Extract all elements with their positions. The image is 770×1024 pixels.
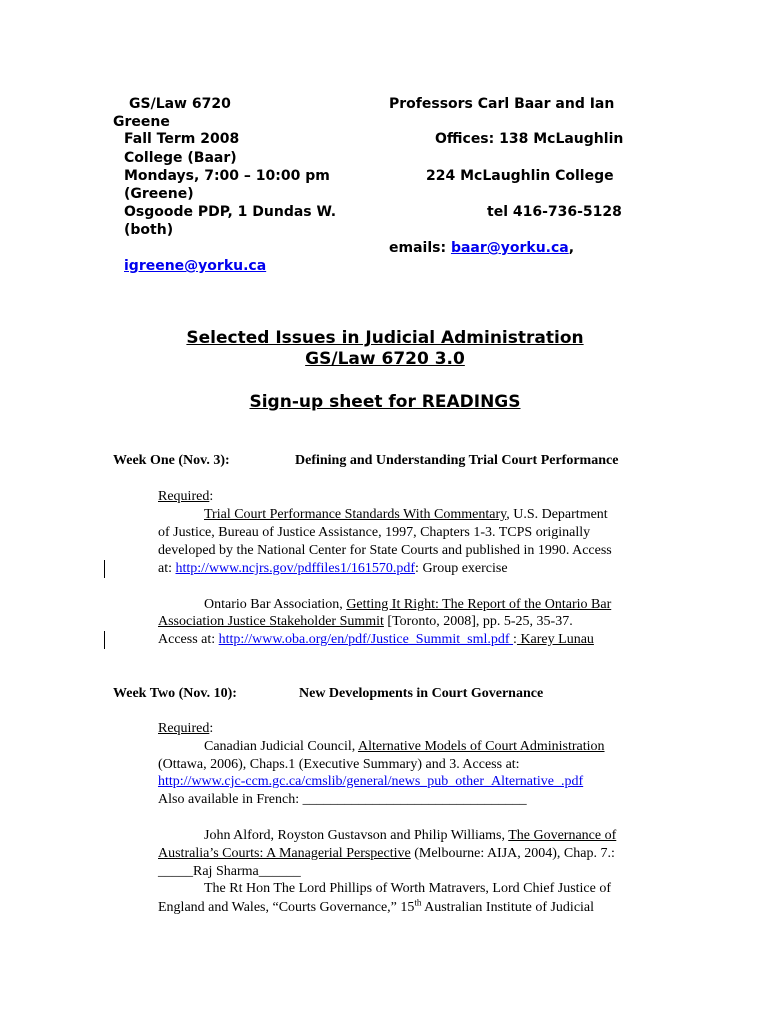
w1-reading1-signup: Group exercise	[418, 561, 508, 576]
w2-reading3-line2	[158, 899, 594, 917]
class-time: Mondays, 7:00 – 10:00 pm	[124, 168, 330, 184]
revision-bar	[104, 560, 105, 578]
w2-reading1-title: Alternative Models of Court Administration	[357, 739, 605, 754]
w2-reading1-author: Canadian Judicial Council,	[204, 739, 358, 754]
w1-reading1-line2: of Justice, Bureau of Justice Assistance, 1997, Chapters 1-3. TCPS originally	[158, 525, 591, 540]
w1-reading2-author: Ontario Bar Association,	[204, 597, 347, 612]
osgoode-location: Osgoode PDP, 1 Dundas W.	[124, 204, 337, 220]
w1-reading1-line1	[204, 506, 608, 524]
w2-reading2-title-part1: The Governance of	[508, 828, 617, 843]
required-colon: :	[209, 721, 214, 736]
telephone: tel 416-736-5128	[487, 204, 622, 220]
course-code: GS/Law 6720	[129, 96, 231, 112]
instructor-surname: Greene	[113, 114, 170, 130]
w2-reading3-part2: Australian Institute of Judicial	[421, 900, 595, 915]
offices: Offices: 138 McLaughlin	[435, 131, 624, 147]
w1-reading2-title-part2: Association Justice Stakeholder Summit	[158, 614, 384, 629]
w1-reading2-pages: [Toronto, 2008], pp. 5-25, 35-37.	[383, 614, 573, 629]
both-note: (both)	[124, 222, 174, 238]
college-address: 224 McLaughlin College	[426, 168, 614, 184]
term: Fall Term 2008	[124, 131, 240, 147]
access-label: at:	[158, 561, 176, 576]
w2-reading2-line2	[158, 845, 615, 863]
week-two-topic: New Developments in Court Governance	[299, 686, 544, 701]
access-colon: :	[415, 561, 419, 576]
w2-reading1-url[interactable]: http://www.cjc-ccm.gc.ca/cmslib/general/news_pub_other_Alternative_.pdf	[158, 774, 584, 789]
w1-reading2-title-part1: Getting It Right: The Report of the Ontario Bar	[346, 597, 612, 612]
week-one-label: Week One (Nov. 3):	[113, 453, 230, 468]
required-colon: :	[209, 489, 214, 504]
course-title: Selected Issues in Judicial Administration	[186, 328, 584, 348]
w1-reading1-publisher: , U.S. Department	[506, 507, 608, 522]
professors: Professors Carl Baar and Ian	[389, 96, 615, 112]
required-label: Required	[158, 721, 210, 736]
week-two-required	[158, 720, 213, 738]
w1-reading2-access	[158, 631, 594, 649]
french-blank: ________________________________	[302, 792, 527, 807]
w2-reading3-line1: The Rt Hon The Lord Phillips of Worth Matravers, Lord Chief Justice of	[204, 881, 612, 896]
emails-line	[389, 239, 574, 257]
w1-reading2-line1	[204, 596, 611, 614]
w2-reading2-publisher: (Melbourne: AIJA, 2004), Chap. 7.:	[410, 846, 615, 861]
w2-reading1-line2: (Ottawa, 2006), Chaps.1 (Executive Summary) and 3. Access at:	[158, 757, 520, 772]
w2-reading3-part1: England and Wales, “Courts Governance,” 15	[158, 900, 415, 915]
w2-reading2-signup: _____Raj Sharma______	[158, 864, 301, 879]
ordinal-suffix: th	[414, 897, 422, 908]
required-label: Required	[158, 489, 210, 504]
w1-reading2-url[interactable]: http://www.oba.org/en/pdf/Justice_Summit_sml.pdf	[218, 632, 514, 647]
signup-sheet-title: Sign-up sheet for READINGS	[249, 392, 521, 412]
w2-reading1-french	[158, 791, 527, 809]
week-one-required	[158, 488, 213, 506]
access-colon: :	[513, 632, 517, 647]
course-number-title: GS/Law 6720 3.0	[305, 349, 465, 369]
week-one-topic: Defining and Understanding Trial Court Performance	[295, 453, 619, 468]
greene-location: (Greene)	[124, 186, 194, 202]
french-label: Also available in French:	[158, 792, 303, 807]
w2-reading2-authors: John Alford, Royston Gustavson and Philip Williams,	[204, 828, 509, 843]
emails-label: emails:	[389, 240, 447, 256]
w1-reading2-signup: Karey Lunau	[516, 632, 594, 647]
w2-reading2-title-part2: Australia’s Courts: A Managerial Perspective	[158, 846, 411, 861]
week-two-label: Week Two (Nov. 10):	[113, 686, 237, 701]
w1-reading1-line3: developed by the National Center for State Courts and published in 1990. Access	[158, 543, 612, 558]
w1-reading1-url[interactable]: http://www.ncjrs.gov/pdffiles1/161570.pdf	[175, 561, 416, 576]
w1-reading2-line2	[158, 613, 573, 631]
college-baar: College (Baar)	[124, 150, 237, 166]
baar-email-link[interactable]: baar@yorku.ca	[450, 240, 569, 256]
revision-bar	[104, 631, 105, 649]
w2-reading2-line1	[204, 827, 616, 845]
w1-reading1-access	[158, 560, 508, 578]
w1-reading1-title: Trial Court Performance Standards With Commentary	[204, 507, 507, 522]
w2-reading1-line1	[204, 738, 605, 756]
emails-comma: ,	[568, 240, 575, 256]
access-label: Access at:	[158, 632, 219, 647]
greene-email-link[interactable]: igreene@yorku.ca	[124, 258, 267, 274]
